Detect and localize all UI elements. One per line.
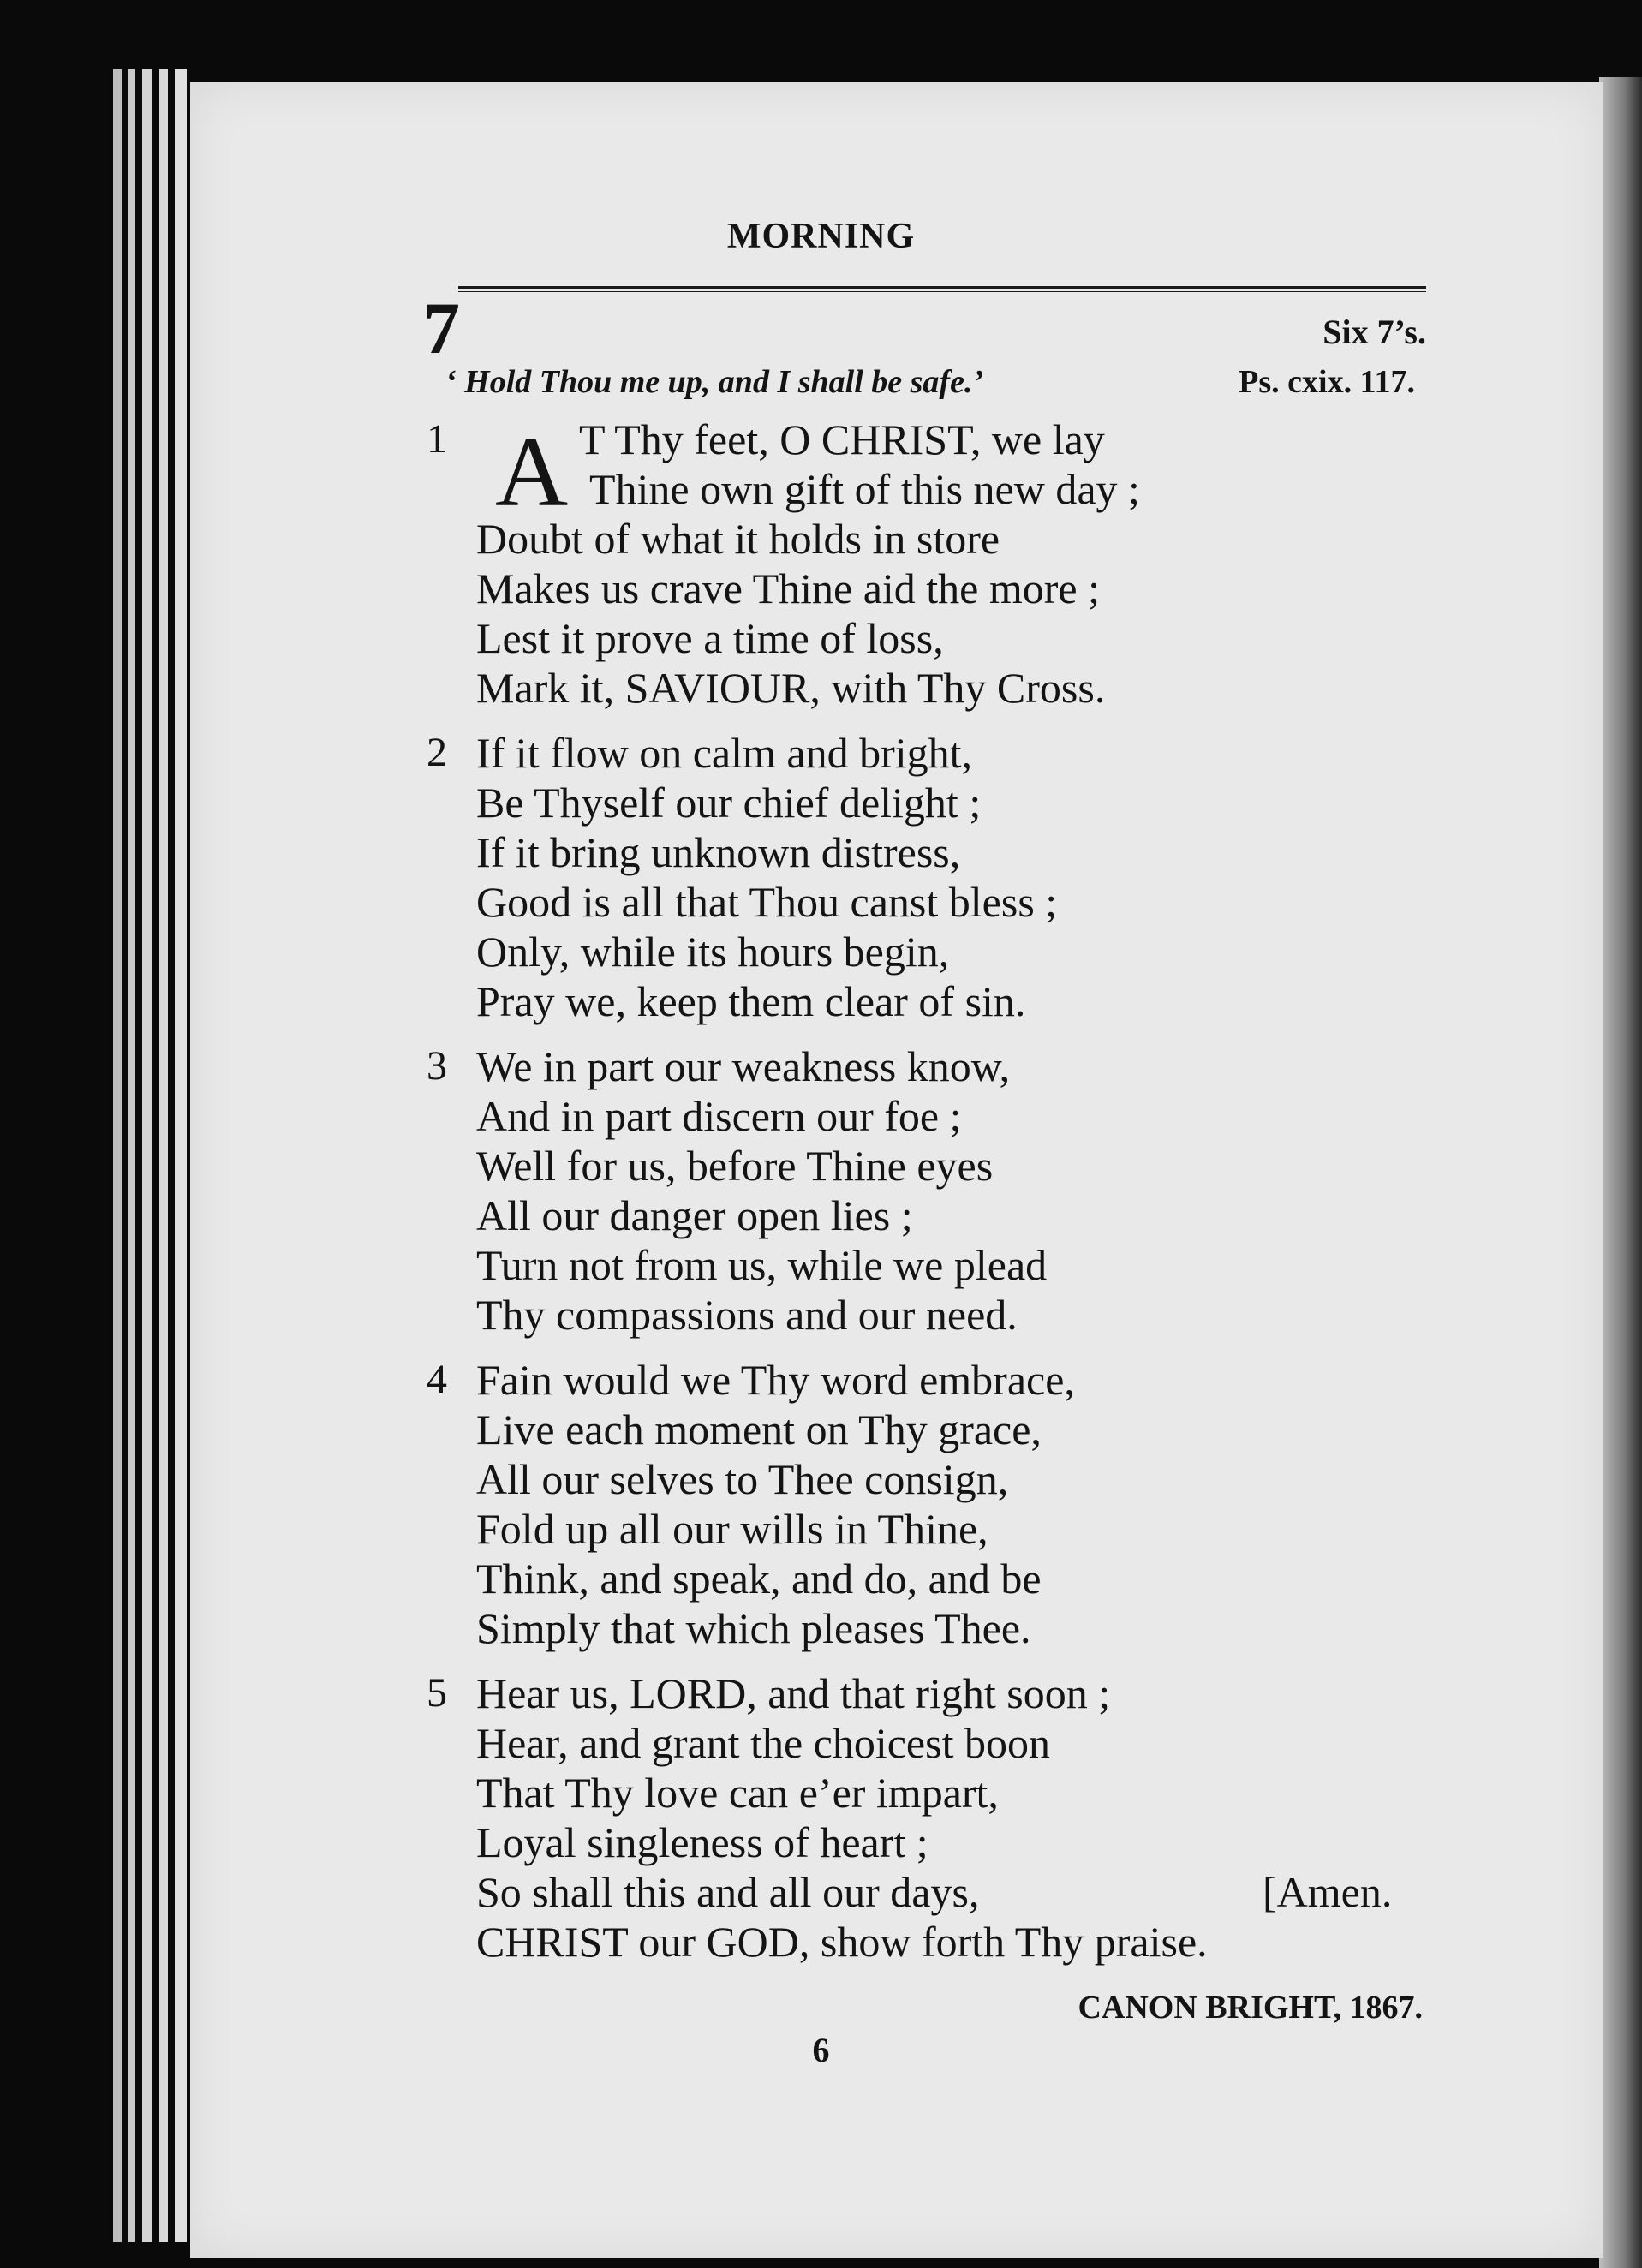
verse (427, 1668, 1454, 1967)
verse-line: Simply that which pleases Thee. (476, 1604, 1031, 1652)
verse-line: Fold up all our wills in Thine, (476, 1505, 988, 1553)
verse-line: Pray we, keep them clear of sin. (476, 977, 1026, 1025)
verse-number: 2 (427, 730, 447, 775)
amen-marker: [Amen. (1263, 1868, 1393, 1916)
verse-line-with-amen (476, 1867, 1418, 1917)
verse-line: Hear us, LORD, and that right soon ; (476, 1669, 1111, 1717)
epigraph-quote: ‘ Hold Thou me up, and I shall be safe.’ (445, 364, 984, 400)
verse-line: Be Thyself our chief delight ; (476, 779, 982, 827)
epigraph (445, 363, 1415, 401)
verse (427, 1355, 1454, 1653)
verse-line: That Thy love can e’er impart, (476, 1769, 999, 1817)
page-stack-edge (113, 69, 122, 2242)
verse-line: If it flow on calm and bright, (476, 729, 973, 777)
verse-line: CHRIST our GOD, show forth Thy praise. (476, 1918, 1208, 1966)
hymn-attribution: CANON BRIGHT, 1867. (1078, 1990, 1423, 2026)
verse-line: Doubt of what it holds in store (476, 515, 1000, 563)
epigraph-reference: Ps. cxix. 117. (1239, 364, 1415, 400)
verse (427, 415, 1454, 713)
verse (427, 1041, 1454, 1340)
page-stack-edge (175, 69, 187, 2242)
verse-line: Lest it prove a time of loss, (476, 614, 944, 662)
page-stack-edge (128, 69, 135, 2242)
book-spine-shadow (1599, 77, 1642, 2268)
verse-line: Hear, and grant the choicest boon (476, 1719, 1050, 1767)
verse-line: Makes us crave Thine aid the more ; (476, 564, 1101, 612)
verse-line: Only, while its hours begin, (476, 928, 950, 976)
verse-number: 1 (427, 416, 447, 462)
hymn-meter: Six 7’s. (1323, 313, 1426, 351)
verse-line: Mark it, SAVIOUR, with Thy Cross. (476, 664, 1106, 712)
verse-line: Thy compassions and our need. (476, 1291, 1018, 1339)
verse-line: Live each moment on Thy grace, (476, 1406, 1042, 1453)
verse-line: Loyal singleness of heart ; (476, 1818, 928, 1866)
verse-number: 5 (427, 1670, 447, 1716)
verse-line: So shall this and all our days, (476, 1868, 980, 1916)
hymn-number: 7 (423, 287, 460, 369)
verse-line: T Thy feet, O CHRIST, we lay (579, 415, 1105, 463)
header-rule (458, 286, 1426, 292)
verse-line: Thine own gift of this new day ; (589, 465, 1140, 513)
verse-line: Fain would we Thy word embrace, (476, 1356, 1075, 1404)
verse-number: 4 (427, 1357, 447, 1402)
drop-cap: A (495, 415, 569, 528)
verse-line: And in part discern our foe ; (476, 1092, 962, 1140)
verse-line: Turn not from us, while we plead (476, 1241, 1048, 1289)
verse-line: If it bring unknown distress, (476, 828, 961, 876)
hymn-verses (427, 415, 1454, 1982)
verse (427, 728, 1454, 1026)
verse-line: We in part our weakness know, (476, 1042, 1011, 1090)
verse-number: 3 (427, 1043, 447, 1089)
verse-line: All our danger open lies ; (476, 1191, 913, 1239)
page-stack-edge (159, 69, 168, 2242)
verse-line: All our selves to Thee consign, (476, 1455, 1009, 1503)
running-head: MORNING (726, 217, 916, 256)
page-number: 6 (812, 2031, 830, 2069)
verse-line: Well for us, before Thine eyes (476, 1142, 994, 1190)
verse-line: Think, and speak, and do, and be (476, 1555, 1042, 1603)
verse-line: Good is all that Thou canst bless ; (476, 878, 1058, 926)
page-stack-edge (142, 69, 152, 2242)
